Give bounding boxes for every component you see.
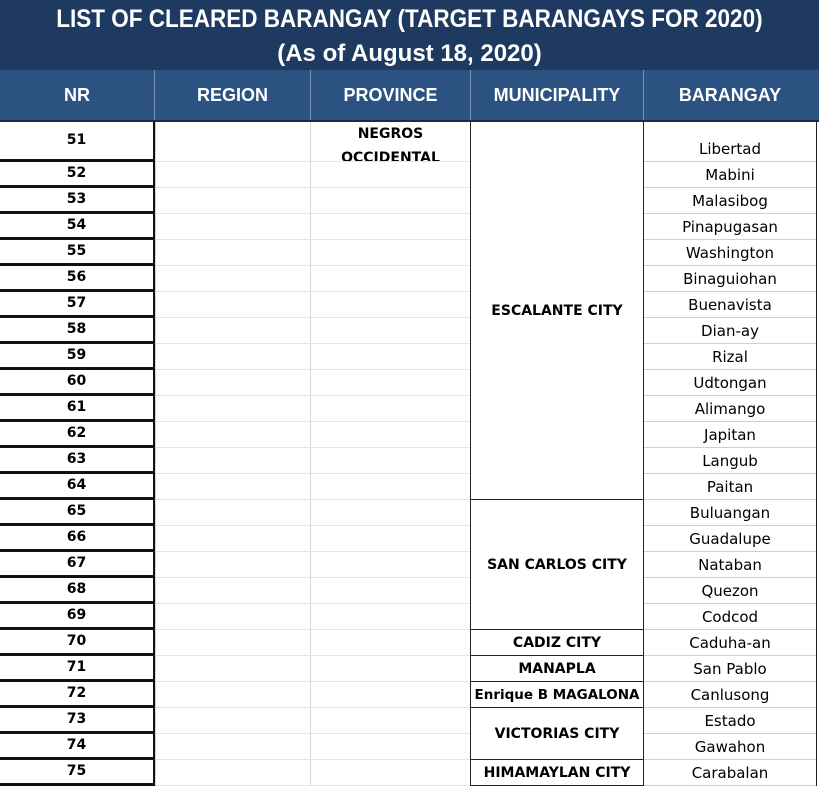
nr-cell: 66 <box>0 526 155 552</box>
barangay-cell: Washington <box>644 240 816 266</box>
nr-cell: 61 <box>0 396 155 422</box>
page-title <box>0 0 819 37</box>
municipality-name: HIMAMAYLAN CITY <box>483 764 631 781</box>
barangay-cell: Japitan <box>644 422 816 448</box>
barangay-cell: Rizal <box>644 344 816 370</box>
municipality-name: Enrique B MAGALONA <box>474 686 640 703</box>
nr-cell: 54 <box>0 214 155 240</box>
municipality-name: VICTORIAS CITY <box>494 725 620 742</box>
barangay-cell: Gawahon <box>644 734 816 760</box>
region-province-cell <box>156 422 470 448</box>
barangay-cell: Pinapugasan <box>644 214 816 240</box>
region-province-cell <box>156 396 470 422</box>
municipality-cell <box>471 656 643 682</box>
province-line: OCCIDENTAL <box>341 150 440 166</box>
nr-cell: 57 <box>0 292 155 318</box>
region-province-cell <box>156 604 470 630</box>
region-province-cell <box>156 448 470 474</box>
region-province-cell <box>156 318 470 344</box>
nr-cell: 72 <box>0 682 155 708</box>
nr-cell: 59 <box>0 344 155 370</box>
nr-cell: 74 <box>0 734 155 760</box>
header-municipality: MUNICIPALITY <box>471 70 644 120</box>
barangay-cell: Udtongan <box>644 370 816 396</box>
municipality-cell <box>471 500 643 630</box>
barangay-cell: Codcod <box>644 604 816 630</box>
municipality-name: ESCALANTE CITY <box>491 302 623 319</box>
region-province-cell <box>156 122 470 162</box>
region-province-cell <box>156 656 470 682</box>
barangay-cell: Buluangan <box>644 500 816 526</box>
region-province-cell <box>156 188 470 214</box>
region-province-cell <box>156 266 470 292</box>
municipality-cell <box>471 708 643 760</box>
nr-cell: 69 <box>0 604 155 630</box>
region-province-cell <box>156 162 470 188</box>
region-province-cell <box>156 708 470 734</box>
header-province: PROVINCE <box>311 70 471 120</box>
region-province-cell <box>156 240 470 266</box>
municipality-name: SAN CARLOS CITY <box>487 556 627 573</box>
region-province-cell <box>156 760 470 786</box>
nr-cell: 65 <box>0 500 155 526</box>
barangay-cell: Paitan <box>644 474 816 500</box>
header-barangay: BARANGAY <box>678 85 782 105</box>
nr-cell: 71 <box>0 656 155 682</box>
barangay-cell: Libertad <box>644 122 816 162</box>
region-province-cell <box>156 682 470 708</box>
barangay-cell: Estado <box>644 708 816 734</box>
header-region: REGION <box>155 70 311 120</box>
barangay-cell: Buenavista <box>644 292 816 318</box>
barangay-cell: Caduha-an <box>644 630 816 656</box>
region-province-cell <box>156 500 470 526</box>
barangay-cell: Alimango <box>644 396 816 422</box>
barangay-cell: Nataban <box>644 552 816 578</box>
barangay-cell: Dian-ay <box>644 318 816 344</box>
region-province-cell <box>156 578 470 604</box>
barangay-cell: Canlusong <box>644 682 816 708</box>
column-divider <box>816 122 817 786</box>
barangay-cell: Carabalan <box>644 760 816 786</box>
table-header <box>0 70 819 122</box>
barangay-cell: Malasibog <box>644 188 816 214</box>
nr-cell: 51 <box>0 122 155 162</box>
municipality-cell <box>471 122 643 500</box>
region-province-cell <box>156 344 470 370</box>
nr-cell: 60 <box>0 370 155 396</box>
barangay-cell: Binaguiohan <box>644 266 816 292</box>
barangay-cell: San Pablo <box>644 656 816 682</box>
barangay-cell: Mabini <box>644 162 816 188</box>
barangay-cell: Quezon <box>644 578 816 604</box>
region-province-cell <box>156 292 470 318</box>
nr-cell: 55 <box>0 240 155 266</box>
nr-cell: 56 <box>0 266 155 292</box>
barangay-cell: Guadalupe <box>644 526 816 552</box>
municipality-cell <box>471 760 643 786</box>
barangay-cell: Langub <box>644 448 816 474</box>
region-province-cell <box>156 526 470 552</box>
page-subtitle: (As of August 18, 2020) <box>0 36 819 70</box>
nr-cell: 53 <box>0 188 155 214</box>
region-province-cell <box>156 370 470 396</box>
nr-cell: 75 <box>0 760 155 786</box>
municipality-name: MANAPLA <box>518 660 596 677</box>
region-province-cell <box>156 630 470 656</box>
nr-cell: 67 <box>0 552 155 578</box>
municipality-cell <box>471 682 643 708</box>
region-province-cell <box>156 734 470 760</box>
nr-cell: 63 <box>0 448 155 474</box>
nr-cell: 62 <box>0 422 155 448</box>
municipality-name: CADIZ CITY <box>512 634 602 651</box>
nr-cell: 73 <box>0 708 155 734</box>
nr-cell: 52 <box>0 162 155 188</box>
nr-cell: 64 <box>0 474 155 500</box>
province-line: NEGROS <box>357 126 424 142</box>
municipality-cell <box>471 630 643 656</box>
nr-cell: 58 <box>0 318 155 344</box>
header-nr: NR <box>0 70 155 120</box>
region-province-cell <box>156 552 470 578</box>
nr-cell: 70 <box>0 630 155 656</box>
nr-cell: 68 <box>0 578 155 604</box>
region-province-cell <box>156 474 470 500</box>
region-province-cell <box>156 214 470 240</box>
page-title-text: LIST OF CLEARED BARANGAY (TARGET BARANGAYS FOR 2020) <box>56 5 763 33</box>
